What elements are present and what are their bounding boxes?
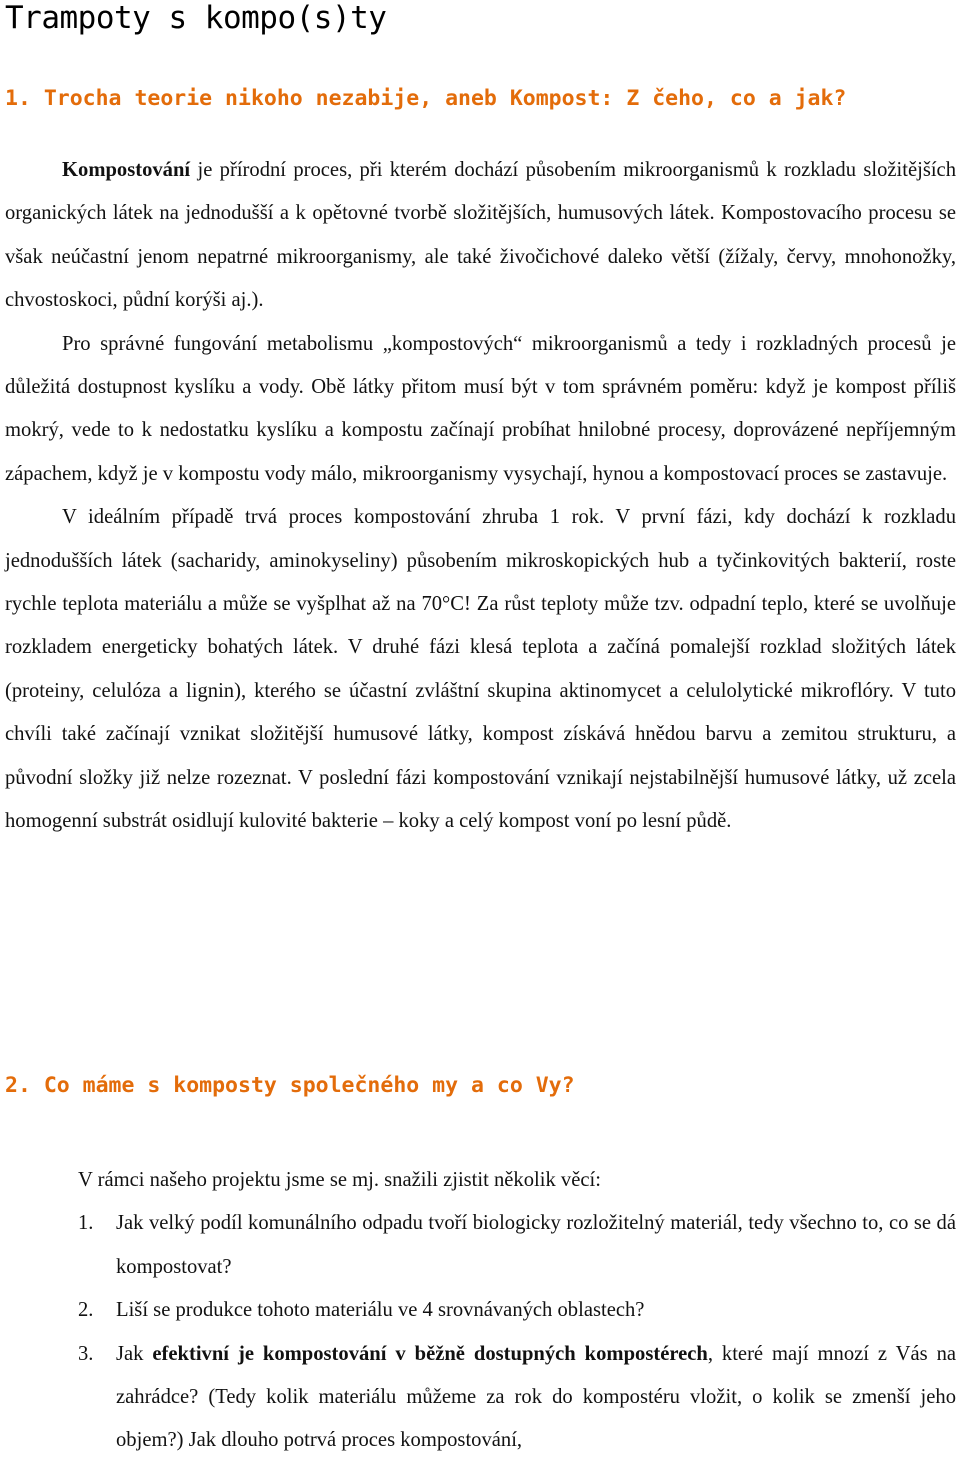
term-kompostovani: Kompostování <box>62 159 191 181</box>
section-1-heading: 1. Trocha teorie nikoho nezabije, aneb Kompost: Z čeho, co a jak? <box>5 86 847 111</box>
list-item-text-post: , které mají mnozí z Vás na zahrádce? (Tedy kolik materiálu můžeme za rok do kompostéru vložit, o kolik se zmenší jeho objem?) Jak dlouho potrvá proces kompostování, <box>116 1342 957 1452</box>
list-item <box>78 1333 956 1463</box>
list-item-number: 2. <box>78 1299 94 1322</box>
paragraph-composting-definition <box>5 149 956 323</box>
section-1-body <box>5 149 956 844</box>
list-item-number: 3. <box>78 1342 94 1365</box>
list-item-text: Liší se produkce tohoto materiálu ve 4 srovnávaných oblastech? <box>116 1299 645 1322</box>
list-item-text: Jak velký podíl komunálního odpadu tvoří biologicky rozložitelný materiál, tedy všechno to, co se dá kompostovat? <box>116 1212 956 1278</box>
list-item <box>78 1289 956 1332</box>
list-item-text-pre: Jak <box>116 1342 153 1365</box>
section-2-body <box>78 1159 956 1463</box>
section-2-heading: 2. Co máme s komposty společného my a co Vy? <box>5 1073 575 1098</box>
section-2-intro: V rámci našeho projektu jsme se mj. snažili zjistit několik věcí: <box>78 1169 601 1191</box>
paragraph-1-text: je přírodní proces, při kterém dochází působením mikroorganismů k rozkladu složitějších organických látek na jednodušší a k opětovné tvorbě složitějších, humusových látek. Kompostovacího procesu se však neúčastní jenom nepatrné mikroorganismy, ale také živočichové daleko větší (žížaly, červy, mnohonožky, chvostoskoci, půdní korýši aj.). <box>5 159 956 312</box>
list-item-number: 1. <box>78 1212 94 1235</box>
list-item <box>78 1202 956 1289</box>
questions-list <box>78 1202 956 1462</box>
paragraph-oxygen-water: Pro správné fungování metabolismu „kompostových“ mikroorganismů a tedy i rozkladných procesů je důležitá dostupnost kyslíku a vody. Obě látky přitom musí být v tom správném poměru: když je kompost příliš mokrý, vede to k nedostatku kyslíku a kompostu začínají probíhat hnilobné procesy, doprovázené nepříjemným zápachem, když je v kompostu vody málo, mikroorganismy vysychají, hynou a kompostovací proces se zastavuje. <box>5 332 956 485</box>
list-item-text-bold: efektivní je kompostování v běžně dostupných kompostérech <box>152 1342 708 1365</box>
paragraph-composting-phases: V ideálním případě trvá proces kompostování zhruba 1 rok. V první fázi, kdy dochází k rozkladu jednodušších látek (sacharidy, aminokyseliny) působením mikroskopických hub a tyčinkovitých bakterií, roste rychle teplota materiálu a může se vyšplhat až na 70°C! Za růst teploty může tzv. odpadní teplo, které se uvolňuje rozkladem energeticky bohatých látek. V druhé fázi klesá teplota a začíná pomalejší rozklad složitých látek (proteiny, celulóza a lignin), kterého se účastní zvláštní skupina aktinomycet a celulolytické mikroflóry. V tuto chvíli také začínají vznikat složitější humusové látky, kompost získává hnědou barvu a zemitou strukturu, a původní složky již nelze rozeznat. V poslední fázi kompostování vznikají nejstabilnější humusové látky, už zcela homogenní substrát osidlují kulovité bakterie – koky a celý kompost voní po lesní půdě. <box>5 506 956 833</box>
document-title: Trampoty s kompo(s)ty <box>5 0 387 36</box>
